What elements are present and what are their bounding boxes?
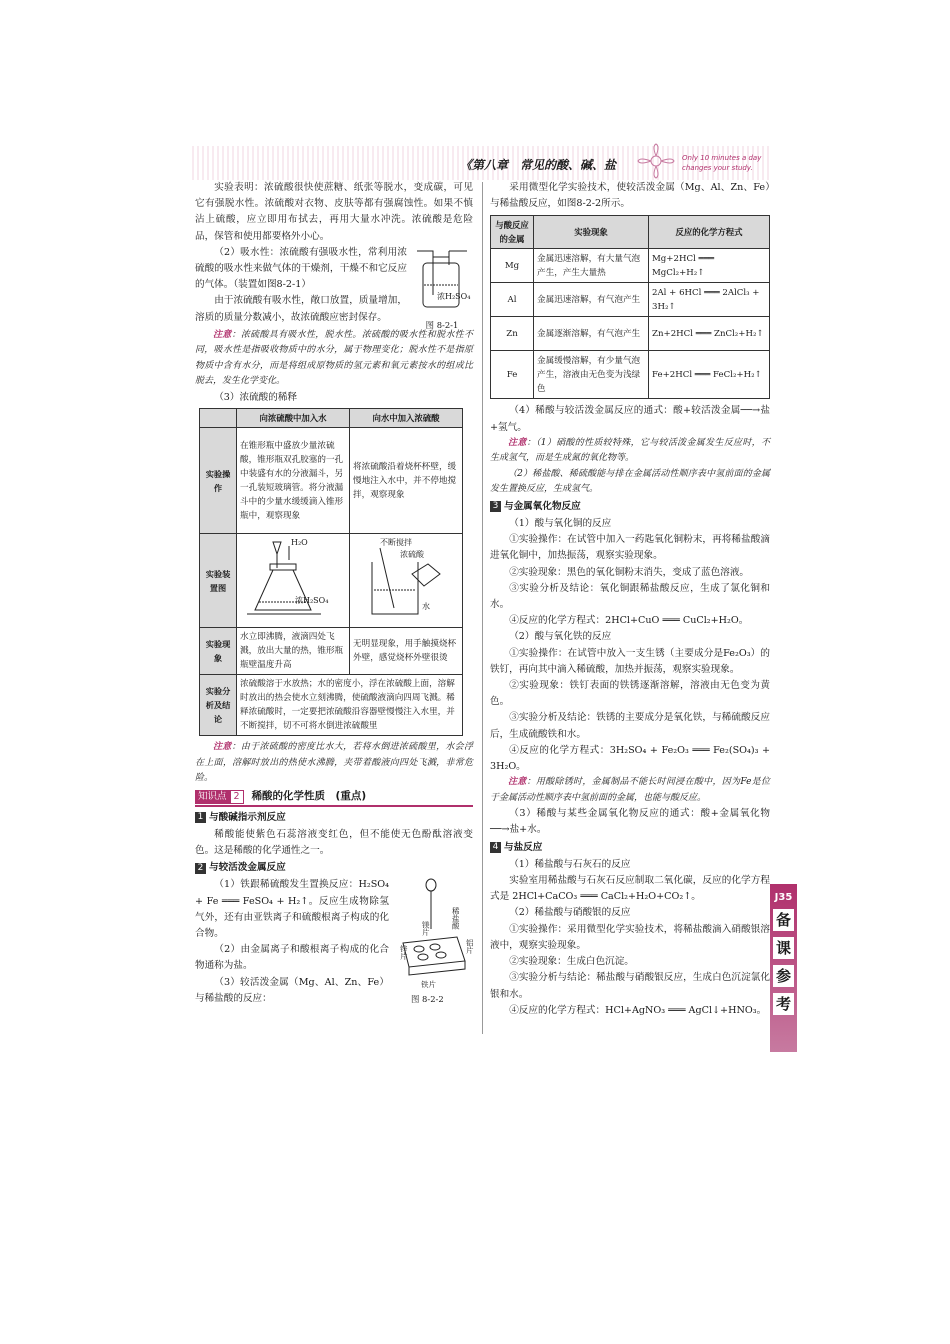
table-header: 实验现象	[534, 216, 649, 249]
table-header: 向浓硫酸中加入水	[237, 409, 350, 428]
table-cell: 金属缓慢溶解，有少量气泡产生，溶液由无色变为浅绿色	[534, 351, 649, 399]
dilution-table	[199, 408, 463, 736]
note-text: ：浓硫酸具有吸水性，脱水性。浓硫酸的吸水性和脱水性不同，吸水性是指吸收物质中的水分，属于物理变化；脱水性不是指原物质中含有水分，而是将组成原物质的氢元素和氧元素按水的组成比脱去，发生化学变化。	[195, 329, 473, 387]
row-header: 实验操作	[200, 428, 237, 534]
table-header: 反应的化学方程式	[649, 216, 770, 249]
table-cell: 2Al + 6HCl ═══ 2AlCl₃ + 3H₂↑	[649, 283, 770, 317]
water-label: 水	[422, 602, 430, 612]
table-cell: 金属迅速溶解，有大量气泡产生，产生大量热	[534, 249, 649, 283]
section-title: 与金属氧化物反应	[504, 500, 581, 512]
row-header: 实验现象	[200, 628, 237, 675]
table-cell: 金属逐渐溶解，有气泡产生	[534, 317, 649, 351]
table-cell: Mg	[491, 249, 534, 283]
table-row	[491, 249, 770, 283]
slogan	[682, 153, 761, 173]
side-tab	[770, 884, 797, 1052]
paragraph: （2）由金属离子和酸根离子构成的化合物通称为盐。	[195, 944, 389, 972]
paragraph: （1）酸与氧化铜的反应	[509, 518, 612, 530]
stir-label: 不断搅拌	[380, 538, 412, 548]
paragraph: ②实验现象：生成白色沉淀。	[509, 956, 634, 968]
paragraph: （1）铁跟稀硫酸发生置换反应：H₂SO₄ + Fe ═══ FeSO₄ + H₂↑。反应生成物除氢气外，还有由亚铁离子和硫酸根离子构成的化合物。	[195, 879, 389, 939]
paragraph: ③实验分析及结论：氧化铜跟稀盐酸反应，生成了氯化铜和水。	[490, 582, 770, 611]
fig1-label: 浓H₂SO₄	[437, 291, 471, 301]
paragraph: 由于浓硫酸有吸水性，敞口放置，质量增加，溶质的质量分数减小，故浓硫酸应密封保存。	[195, 295, 407, 323]
note-label: 注意	[508, 437, 527, 448]
table-cell: Fe+2HCl ═══ FeCl₂+H₂↑	[649, 351, 770, 399]
flower-icon	[634, 142, 678, 180]
chapter-title: 《第八章 常见的酸、碱、盐	[460, 158, 617, 172]
conc-acid-label: 浓硫酸	[400, 550, 424, 560]
page-number: J35	[774, 892, 793, 903]
table-cell: 将浓硫酸沿着烧杯杯壁，缓慢地注入水中，并不停地搅拌，观察现象	[350, 428, 463, 534]
fig2-label: 锌片	[399, 945, 409, 961]
flask-diagram-cell	[237, 534, 350, 628]
row-header: 实验分析及结论	[200, 675, 237, 736]
note-text: （2）稀盐酸、稀硫酸能与排在金属活动性顺序表中氢前面的金属发生置换反应，生成氢气。	[490, 468, 770, 495]
paragraph: ④反应的化学方程式：3H₂SO₄ + Fe₂O₃ ═══ Fe₂(SO₄)₃ + 3H₂O。	[490, 744, 770, 773]
side-tab-char: 考	[773, 993, 794, 1015]
paragraph: ①实验操作：在试管中加入一药匙氧化铜粉末，再将稀盐酸滴进氧化铜中，加热振荡，观察实验现象。	[490, 534, 770, 562]
paragraph: ②实验现象：黑色的氧化铜粉末消失，变成了蓝色溶液。	[509, 566, 750, 578]
section-heading	[195, 810, 473, 826]
slogan-line-2: changes your study.	[682, 164, 753, 172]
paragraph: ③实验分析与结论：稀盐酸与硝酸银反应，生成白色沉淀氯化银和水。	[490, 972, 770, 1000]
table-cell: Fe	[491, 351, 534, 399]
paragraph: （3）浓硫酸的稀释	[214, 391, 298, 403]
table-header: 向水中加入浓硫酸	[350, 409, 463, 428]
section-title: 与盐反应	[504, 841, 543, 853]
paragraph: ④反应的化学方程式：HCl+AgNO₃ ═══ AgCl↓+HNO₃。	[509, 1004, 767, 1016]
note-label: 注意	[213, 329, 232, 340]
note-text: ：用酸除锈时，金属制品不能长时间浸在酸中，因为Fe是位于金属活动性顺序表中氢前面的金属，也能与酸反应。	[490, 777, 770, 803]
paragraph: ①实验操作：在试管中放入一支生锈（主要成分是Fe₂O₃）的铁钉，再向其中滴入稀硫酸，加热并振荡，观察实验现象。	[490, 647, 770, 675]
side-tab-char: 备	[773, 909, 794, 931]
paragraph: （2）稀盐酸与硝酸银的反应	[509, 907, 631, 919]
right-column	[490, 180, 770, 1019]
paragraph: （1）稀盐酸与石灰石的反应	[509, 858, 631, 870]
paragraph: （2）酸与氧化铁的反应	[509, 631, 612, 643]
fig2-label: 铝片	[465, 939, 475, 955]
paragraph: ③实验分析及结论：铁锈的主要成分是氧化铁，与稀硫酸反应后，生成硫酸铁和水。	[490, 712, 770, 740]
fig2-caption: 图 8-2-2	[411, 994, 444, 1005]
table-row	[491, 283, 770, 317]
knowledge-point-heading	[195, 789, 473, 807]
paragraph: （3）稀酸与某些金属氧化物反应的通式：酸+金属氧化物──→盐+水。	[490, 808, 770, 836]
paragraph: ①实验操作：采用微型化学实验技术，将稀盐酸滴入硝酸银溶液中，观察实验现象。	[490, 923, 770, 951]
acid-label: 浓H₂SO₄	[295, 596, 329, 606]
section-title: 与较活泼金属反应	[209, 862, 286, 874]
note-label: 注意	[508, 777, 527, 788]
row-header: 实验装置图	[200, 534, 237, 628]
slogan-line-1: Only 10 minutes a day	[682, 154, 762, 162]
paragraph: 稀酸能使紫色石蕊溶液变红色，但不能使无色酚酞溶液变色。这是稀酸的化学通性之一。	[195, 828, 473, 856]
note-text: ：（1）硝酸的性质较特殊，它与较活泼金属发生反应时，不生成氢气，而是生成氮的氧化物等。	[490, 437, 770, 464]
section-heading	[490, 499, 770, 515]
figure-8-2-2	[393, 877, 475, 1005]
table-row	[491, 317, 770, 351]
table-cell: Mg+2HCl ═══ MgCl₂+H₂↑	[649, 249, 770, 283]
note-text: ：由于浓硫酸的密度比水大，若将水倒进浓硫酸里，水会浮在上面，溶解时放出的热使水沸腾，夹带着酸液向四处飞溅，非常危险。	[195, 742, 473, 784]
section-title: 与酸碱指示剂反应	[209, 811, 286, 823]
paragraph: 采用微型化学实验技术，使较活泼金属（Mg、Al、Zn、Fe）与稀盐酸反应，如图8-2-2所示。	[490, 182, 770, 210]
section-heading	[195, 860, 473, 876]
table-corner	[200, 409, 237, 428]
paragraph: 实验表明：浓硫酸很快使蔗糖、纸张等脱水，变成碳，可见它有强脱水性。浓硫酸对衣物、皮肤等都有强腐蚀性。如果不慎沾上硫酸，应立即用布拭去，再用大量水冲洗。浓硫酸是危险品，保管和使用都要格外小心。	[195, 182, 473, 242]
table-cell: 无明显现象，用手触摸烧杯外壁，感觉烧杯外壁很烫	[350, 628, 463, 675]
column-divider	[482, 182, 483, 1034]
section-heading	[490, 840, 770, 856]
section-number: 4	[490, 842, 501, 853]
paragraph: 实验室用稀盐酸与石灰石反应制取二氧化碳，反应的化学方程式是 2HCl+CaCO₃ ═══ CaCl₂+H₂O+CO₂↑。	[490, 875, 770, 903]
section-number: 1	[195, 812, 206, 823]
fig1-caption: 图 8-2-1	[425, 320, 459, 331]
table-cell: 水立即沸腾，液滴四处飞溅，放出大量的热，锥形瓶瓶壁温度升高	[237, 628, 350, 675]
fig2-label: 镁片	[421, 921, 431, 937]
table-row	[491, 351, 770, 399]
figure-8-2-1	[411, 245, 473, 331]
table-cell: 在锥形瓶中盛放少量浓硫酸，锥形瓶双孔胶塞的一孔中装盛有水的分液漏斗，另一孔装短玻璃管。将分液漏斗中的少量水缓缓滴入锥形瓶中，观察现象	[237, 428, 350, 534]
kp-title: 稀酸的化学性质 (重点)	[251, 790, 367, 803]
paragraph: ②实验现象：铁钉表面的铁锈逐渐溶解，溶液由无色变为黄色。	[490, 680, 770, 708]
table-cell: 浓硫酸溶于水放热；水的密度小，浮在浓硫酸上面，溶解时放出的热会使水立刻沸腾，使硫酸液滴向四周飞溅。稀释浓硫酸时，一定要把浓硫酸沿容器壁慢慢注入水里，并不断搅拌，切不可将水倒进浓硫酸里	[237, 675, 463, 736]
metal-acid-table	[490, 215, 770, 399]
left-column	[195, 180, 473, 1007]
table-cell: Zn	[491, 317, 534, 351]
paragraph: （3）较活泼金属（Mg、Al、Zn、Fe）与稀盐酸的反应：	[195, 976, 389, 1004]
kp-number: 2	[230, 790, 244, 804]
paragraph: ④反应的化学方程式：2HCl+CuO ═══ CuCl₂+H₂O。	[509, 615, 749, 627]
side-tab-char: 参	[773, 965, 794, 987]
h2o-label: H₂O	[291, 538, 308, 548]
table-cell: Al	[491, 283, 534, 317]
paragraph: （4）稀酸与较活泼金属反应的通式：酸+较活泼金属──→盐+氢气。	[490, 405, 770, 433]
table-cell: 金属迅速溶解，有气泡产生	[534, 283, 649, 317]
section-number: 2	[195, 863, 206, 874]
kp-tag: 知识点	[195, 790, 230, 804]
section-number: 3	[490, 501, 501, 512]
fig2-label: 稀盐酸	[451, 907, 461, 930]
table-header: 与酸反应的金属	[491, 216, 534, 249]
fig2-label: 铁片	[421, 980, 436, 990]
paragraph: （2）吸水性：浓硫酸有强吸水性，常利用浓硫酸的吸水性来做气体的干燥剂，干燥不和它反应的气体。（装置如图8-2-1）	[195, 246, 407, 291]
note-label: 注意	[213, 742, 232, 753]
table-cell: Zn+2HCl ═══ ZnCl₂+H₂↑	[649, 317, 770, 351]
beaker-diagram-cell	[350, 534, 463, 628]
side-tab-char: 课	[773, 937, 794, 959]
